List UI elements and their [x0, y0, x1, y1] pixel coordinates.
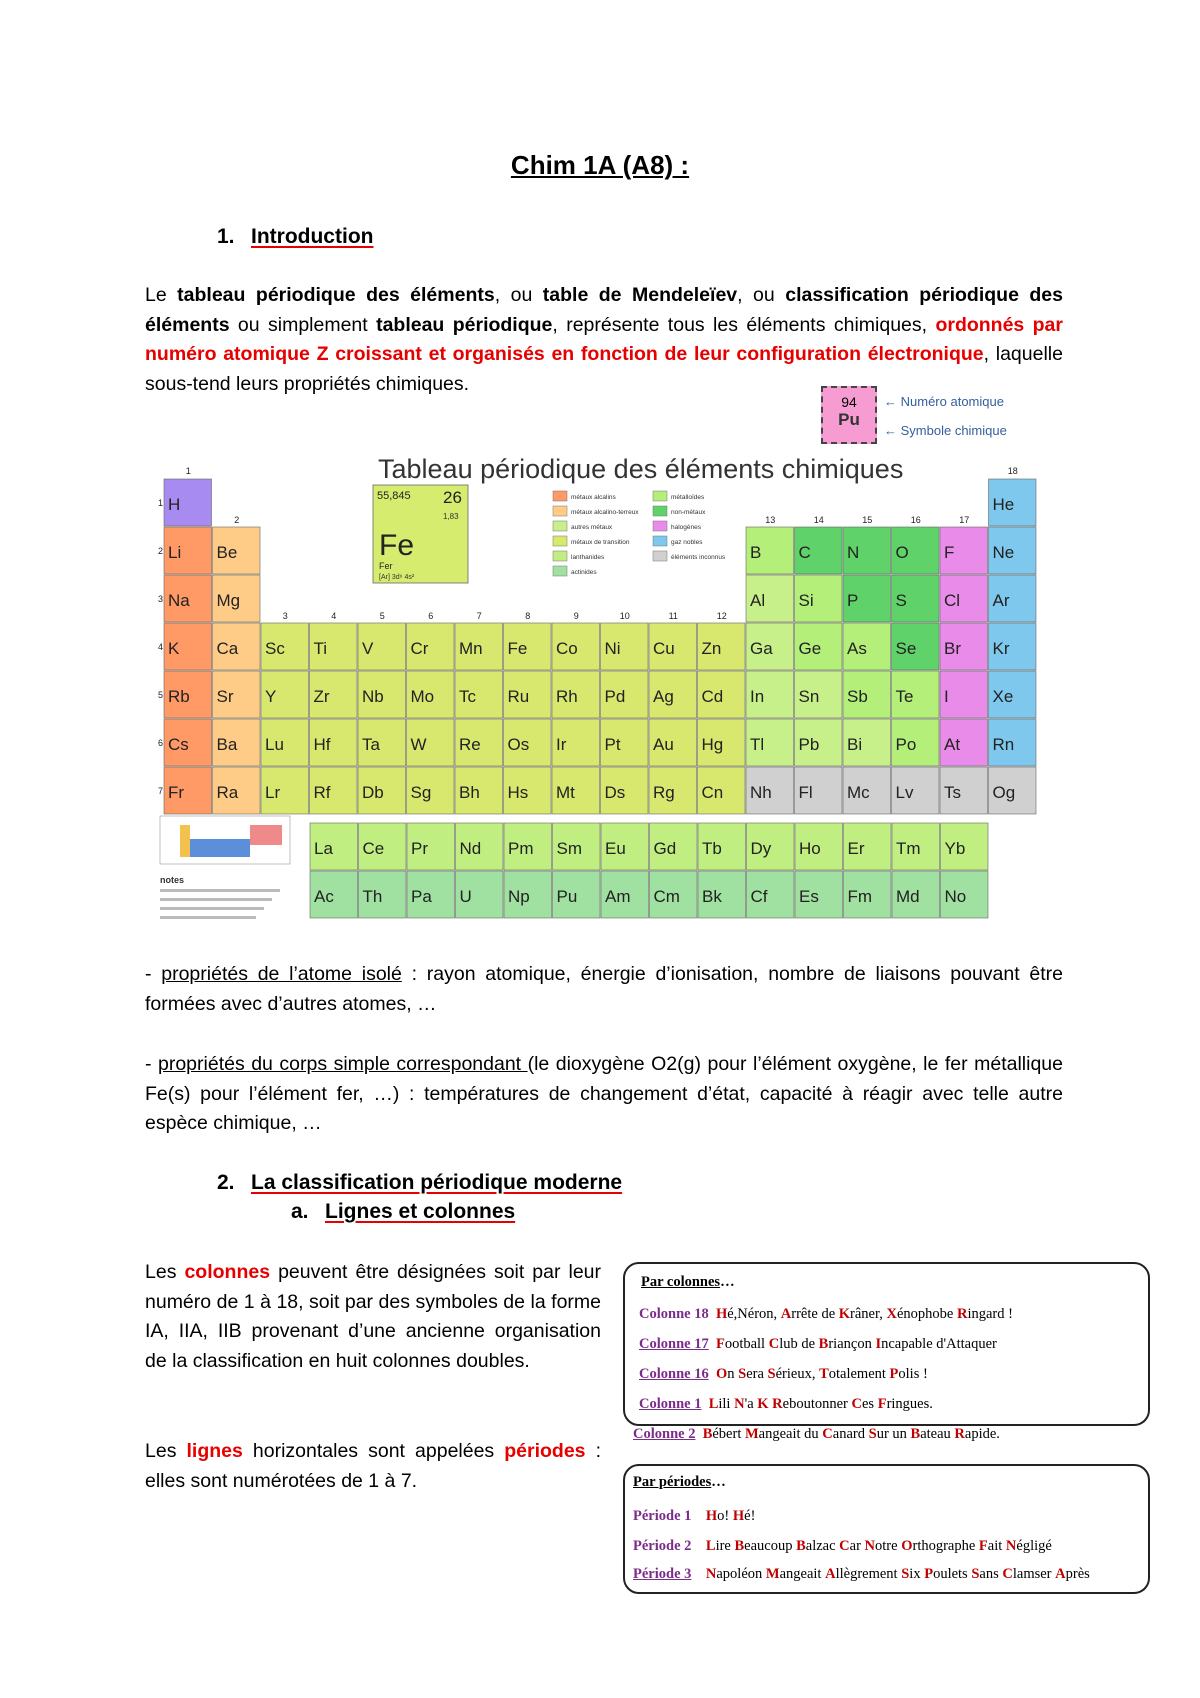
- highlight-colonnes: colonnes: [184, 1261, 271, 1283]
- element-symbol: Rf: [313, 783, 331, 802]
- element-symbol: Rg: [653, 783, 675, 802]
- section-heading-modern-classification: [217, 1171, 622, 1195]
- period-number: 6: [158, 738, 164, 748]
- legend-swatch: [553, 551, 567, 561]
- property-text: : rayon atomique, énergie d’ionisation, nombre de liaisons pouvant être formées avec d’autres atomes, …: [145, 963, 1063, 1015]
- mnemonic-column-18: [639, 1306, 1013, 1323]
- mnemonic-text: Lili N'a K Reboutonner Ces Fringues.: [708, 1396, 933, 1412]
- mnemonic-label: Colonne 2: [633, 1426, 696, 1442]
- element-symbol: Kr: [992, 639, 1010, 658]
- legend-label: gaz nobles: [671, 539, 703, 546]
- legend-swatch: [653, 551, 667, 561]
- element-symbol: Ta: [362, 735, 380, 754]
- element-symbol: Hg: [701, 735, 724, 754]
- element-symbol: Fl: [798, 783, 813, 802]
- property-title: propriétés du corps simple correspondant: [158, 1053, 528, 1075]
- element-symbol: Cm: [653, 887, 680, 906]
- legend-number-caption: ← Numéro atomique: [884, 394, 1004, 409]
- config-d-block: [190, 839, 250, 857]
- intro-highlight: ordonnés par numéro atomique Z croissant et organisés en fonction de leur configuration électronique: [145, 313, 1063, 365]
- element-symbol: Db: [362, 783, 384, 802]
- property-text: (le dioxygène O2(g) pour l’élément oxygène, le fer métallique Fe(s) pour l’élément fer, …) : températures de changement d’état, capacité à réagir avec telle autre espèce chimique, …: [145, 1053, 1063, 1134]
- element-symbol: Hf: [313, 735, 331, 754]
- element-symbol: Lv: [895, 783, 914, 802]
- intro-bold-term: classification périodique des éléments: [145, 284, 1063, 336]
- element-symbol: Lr: [265, 783, 281, 802]
- element-symbol: Tm: [896, 839, 921, 858]
- element-symbol: F: [944, 543, 955, 562]
- legend-symbol-label: Symbole chimique: [900, 423, 1007, 438]
- legend-swatch: [653, 536, 667, 546]
- legend-swatch: [653, 506, 667, 516]
- group-number: 11: [668, 611, 678, 621]
- columns-paragraph: [145, 1258, 601, 1376]
- element-symbol: Og: [992, 783, 1016, 802]
- intro-bold-term: table de Mendeleïev: [542, 284, 738, 306]
- dash: -: [145, 1053, 158, 1075]
- group-number: 17: [959, 515, 970, 525]
- header-text: Par colonnes: [641, 1274, 721, 1290]
- element-symbol: Nb: [362, 687, 384, 706]
- mnemonic-period-1: [633, 1508, 755, 1525]
- intro-paragraph: [145, 281, 1063, 399]
- element-symbol: Eu: [605, 839, 626, 858]
- legend-swatch: [653, 521, 667, 531]
- page-title: Chim 1A (A8) :: [510, 150, 690, 180]
- text: horizontales sont appelées: [242, 1440, 505, 1462]
- periodic-table-image: [158, 453, 1055, 945]
- element-symbol: Sg: [410, 783, 432, 802]
- legend-swatch: [553, 566, 567, 576]
- mnemonic-text: Bébert Mangeait du Canard Sur un Bateau Rapide.: [702, 1426, 1000, 1442]
- legend-label: métaux alcalins: [571, 494, 616, 501]
- sample-mass: 55,845: [377, 490, 411, 502]
- legend-number-label: Numéro atomique: [900, 394, 1004, 409]
- element-symbol: Pd: [604, 687, 626, 706]
- element-symbol: I: [944, 687, 949, 706]
- element-symbol: Pu: [556, 887, 578, 906]
- element-symbol: Be: [216, 543, 238, 562]
- intro-text: , représente tous les éléments chimiques,: [552, 313, 936, 336]
- element-symbol: Cl: [944, 591, 961, 610]
- group-number: 3: [282, 611, 288, 621]
- subsection-number: a.: [291, 1200, 309, 1223]
- element-symbol: N: [847, 543, 860, 562]
- mnemonic-period-3: [633, 1566, 1090, 1583]
- element-symbol: U: [459, 887, 472, 906]
- legend-element-box: [821, 386, 877, 444]
- property-isolated-atom: [145, 960, 1063, 1019]
- element-symbol: Zr: [313, 687, 330, 706]
- mnemonic-column-17: [639, 1336, 997, 1353]
- group-number: 6: [428, 611, 434, 621]
- element-symbol: La: [314, 839, 333, 858]
- element-symbol: Ce: [362, 839, 385, 858]
- period-number: 5: [158, 690, 164, 700]
- element-symbol: Hs: [507, 783, 529, 802]
- element-symbol: Ga: [750, 639, 773, 658]
- element-symbol: Cs: [168, 735, 189, 754]
- element-symbol: Sc: [265, 639, 285, 658]
- element-symbol: Rb: [168, 687, 190, 706]
- element-symbol: Zn: [701, 639, 722, 658]
- config-s-block: [180, 825, 190, 857]
- element-symbol: Xe: [992, 687, 1014, 706]
- group-number: 16: [910, 515, 921, 525]
- element-symbol: Fe: [507, 639, 528, 658]
- group-number: 7: [476, 611, 482, 621]
- highlight-lignes: lignes: [186, 1440, 243, 1462]
- section-heading-introduction: [217, 225, 373, 249]
- group-number: 8: [525, 611, 531, 621]
- element-symbol: Bh: [459, 783, 480, 802]
- element-symbol: Ac: [314, 887, 334, 906]
- element-symbol: Tl: [750, 735, 765, 754]
- section-label: Introduction: [251, 225, 374, 248]
- group-number: 9: [573, 611, 579, 621]
- mnemonic-label: Colonne 16: [639, 1366, 709, 1382]
- section-label: La classification périodique moderne: [251, 1171, 623, 1194]
- element-symbol: Nh: [750, 783, 772, 802]
- element-symbol: B: [750, 543, 762, 562]
- element-symbol: Dy: [750, 839, 772, 858]
- period-number: 3: [158, 594, 164, 604]
- legend-label: actinides: [571, 569, 597, 576]
- group-number: 12: [716, 611, 727, 621]
- header-ellipsis: …: [711, 1474, 726, 1490]
- element-symbol: Po: [895, 735, 917, 754]
- notes-line: [160, 907, 264, 910]
- group-number: 1: [185, 466, 191, 476]
- element-symbol: Al: [750, 591, 766, 610]
- element-symbol: Ti: [313, 639, 328, 658]
- element-symbol: S: [895, 591, 907, 610]
- element-symbol: Ts: [944, 783, 961, 802]
- element-symbol: Mo: [410, 687, 435, 706]
- legend-label: métaux de transition: [571, 539, 630, 546]
- legend-swatch: [553, 506, 567, 516]
- element-symbol: Ge: [798, 639, 822, 658]
- intro-text: , laquelle sous-tend leurs propriétés chimiques.: [145, 343, 1063, 395]
- dash: -: [145, 963, 162, 985]
- element-symbol: Ir: [556, 735, 567, 754]
- text: : elles sont numérotées de 1 à 7.: [145, 1440, 602, 1492]
- element-symbol: Ds: [604, 783, 626, 802]
- notes-line: [160, 898, 272, 901]
- element-symbol: Np: [508, 887, 530, 906]
- element-symbol: Md: [896, 887, 920, 906]
- element-symbol: Sb: [847, 687, 868, 706]
- element-symbol: Na: [168, 591, 190, 610]
- element-symbol: Tb: [702, 839, 722, 858]
- legend-symbol: Pu: [838, 410, 860, 429]
- element-symbol: As: [847, 639, 867, 658]
- text: peuvent être désignées soit par leur numéro de 1 à 18, soit par des symboles de la forme IA, IIA, IIB provenant d’une ancienne organisation de la classification en huit colonnes doubles.: [145, 1261, 602, 1372]
- element-symbol: Au: [653, 735, 674, 754]
- element-symbol: Mg: [216, 591, 241, 610]
- element-symbol: Se: [895, 639, 917, 658]
- legend-label: métaux alcalino-terreux: [571, 509, 639, 516]
- legend-label: métalloïdes: [671, 494, 705, 501]
- period-number: 7: [158, 786, 164, 796]
- element-symbol: Pb: [798, 735, 820, 754]
- legend-label: éléments inconnus: [671, 554, 726, 561]
- element-symbol: In: [750, 687, 765, 706]
- mnemonic-text: Napoléon Mangeait Allègrement Six Poulets Sans Clamser Après: [705, 1566, 1090, 1582]
- group-number: 2: [234, 515, 240, 525]
- element-symbol: No: [944, 887, 967, 906]
- sample-symbol: Fe: [379, 529, 415, 562]
- element-symbol: Re: [459, 735, 481, 754]
- legend-label: halogènes: [671, 524, 701, 531]
- element-symbol: Tc: [459, 687, 476, 706]
- element-symbol: Pr: [411, 839, 428, 858]
- element-symbol: Th: [362, 887, 383, 906]
- group-number: 5: [379, 611, 385, 621]
- element-symbol: Y: [265, 687, 277, 706]
- legend-swatch: [653, 491, 667, 501]
- element-symbol: Ni: [604, 639, 621, 658]
- header-text: Par périodes: [633, 1474, 712, 1490]
- element-symbol: O: [895, 543, 909, 562]
- element-symbol: Ru: [507, 687, 530, 706]
- element-symbol: Br: [944, 639, 961, 658]
- text: Les: [145, 1261, 185, 1283]
- mnemonic-periods-box: [623, 1464, 1150, 1594]
- mnemonic-text: Football Club de Briançon Incapable d'Attaquer: [715, 1336, 997, 1352]
- sample-electronegativity: 1,83: [443, 512, 459, 521]
- sample-name: Fer: [379, 561, 393, 571]
- element-symbol: Os: [507, 735, 530, 754]
- element-symbol: Cd: [701, 687, 724, 706]
- element-symbol: Lu: [265, 735, 284, 754]
- element-symbol: Cu: [653, 639, 675, 658]
- mnemonic-column-2: [633, 1426, 1000, 1443]
- element-symbol: Pa: [411, 887, 432, 906]
- sample-config: [Ar] 3d⁶ 4s²: [379, 574, 415, 581]
- element-symbol: W: [410, 735, 427, 754]
- mnemonic-label: Période 3: [633, 1566, 692, 1582]
- mnemonic-column-16: [639, 1366, 928, 1383]
- element-symbol: Mn: [459, 639, 483, 658]
- element-symbol: Yb: [944, 839, 966, 858]
- period-number: 2: [158, 546, 164, 556]
- element-symbol: K: [168, 639, 180, 658]
- header-ellipsis: …: [720, 1274, 735, 1290]
- element-symbol: Ca: [216, 639, 239, 658]
- element-symbol: Er: [847, 839, 865, 858]
- element-symbol: Bk: [702, 887, 722, 906]
- element-symbol: Gd: [653, 839, 677, 858]
- element-symbol: Ar: [992, 591, 1010, 610]
- intro-text: , ou: [494, 284, 543, 306]
- element-symbol: Pt: [604, 735, 621, 754]
- notes-line: [160, 916, 256, 919]
- element-symbol: Cf: [750, 887, 768, 906]
- legend-label: lanthanides: [571, 554, 605, 561]
- property-title: propriétés de l’atome isolé: [161, 963, 402, 985]
- property-simple-body: [145, 1050, 1063, 1139]
- text: Les: [145, 1440, 187, 1462]
- mnemonic-label: Colonne 17: [639, 1336, 709, 1352]
- periodic-table-title: Tableau périodique des éléments chimiques: [378, 454, 904, 484]
- element-symbol: Cr: [410, 639, 429, 658]
- mnemonic-columns-box: [623, 1262, 1150, 1426]
- element-symbol: Ag: [653, 687, 674, 706]
- element-symbol: C: [798, 543, 811, 562]
- legend-swatch: [553, 536, 567, 546]
- mnemonic-text: Lire Beaucoup Balzac Car Notre Orthographe Fait Négligé: [705, 1538, 1052, 1554]
- element-symbol: Nd: [459, 839, 482, 858]
- legend-label: non-métaux: [671, 509, 706, 516]
- section-number: 1.: [217, 225, 235, 248]
- sample-atomic-number: 26: [443, 488, 462, 507]
- legend-symbol-caption: ← Symbole chimique: [884, 423, 1007, 438]
- mnemonic-text: Ho! Hé!: [705, 1508, 756, 1524]
- notes-line: [160, 889, 280, 892]
- mnemonic-periods-header: [633, 1474, 726, 1491]
- legend-swatch: [553, 521, 567, 531]
- element-symbol: Fm: [847, 887, 873, 906]
- element-symbol: Co: [556, 639, 578, 658]
- period-number: 1: [158, 498, 164, 508]
- element-symbol: Sr: [216, 687, 234, 706]
- intro-text: ou simplement: [229, 313, 377, 336]
- intro-bold-term: tableau périodique des éléments: [177, 284, 495, 306]
- notes-label: notes: [160, 875, 185, 885]
- mnemonic-label: Colonne 1: [639, 1396, 702, 1412]
- mnemonic-text: On Sera Sérieux, Totalement Polis !: [715, 1366, 928, 1382]
- config-p-block: [250, 825, 282, 845]
- legend-label: autres métaux: [571, 524, 613, 531]
- element-symbol: Rn: [992, 735, 1015, 754]
- group-number: 4: [331, 611, 337, 621]
- subsection-heading-lines-columns: [291, 1200, 515, 1224]
- mnemonic-label: Période 1: [633, 1508, 692, 1524]
- element-symbol: Pm: [508, 839, 534, 858]
- intro-text: Le: [145, 284, 178, 306]
- mnemonic-column-1: [639, 1396, 933, 1413]
- element-symbol: Es: [799, 887, 819, 906]
- element-symbol: Ba: [216, 735, 238, 754]
- element-symbol: Mc: [847, 783, 870, 802]
- highlight-periodes: périodes: [504, 1440, 586, 1462]
- intro-bold-term: tableau périodique: [376, 313, 553, 336]
- element-symbol: Bi: [847, 735, 863, 754]
- group-number: 15: [862, 515, 873, 525]
- element-symbol: Fr: [168, 783, 185, 802]
- element-symbol: Sm: [556, 839, 582, 858]
- element-symbol: Ra: [216, 783, 239, 802]
- group-number: 14: [813, 515, 824, 525]
- element-symbol: Sn: [798, 687, 820, 706]
- group-number: 18: [1007, 466, 1018, 476]
- element-symbol: He: [992, 495, 1015, 514]
- mnemonic-text: Hé,Néron, Arrête de Krâner, Xénophobe Ringard !: [715, 1306, 1013, 1322]
- rows-paragraph: [145, 1437, 601, 1496]
- element-symbol: Cn: [701, 783, 724, 802]
- element-symbol: Ne: [992, 543, 1015, 562]
- mnemonic-columns-header: [641, 1274, 735, 1291]
- element-symbol: Ho: [799, 839, 821, 858]
- element-symbol: At: [944, 735, 961, 754]
- element-symbol: Si: [798, 591, 814, 610]
- element-symbol: Rh: [556, 687, 578, 706]
- intro-text: , ou: [737, 284, 786, 306]
- section-number: 2.: [217, 1171, 235, 1194]
- element-symbol: H: [168, 495, 181, 514]
- mnemonic-period-2: [633, 1538, 1052, 1555]
- mnemonic-label: Colonne 18: [639, 1306, 709, 1322]
- subsection-label: Lignes et colonnes: [325, 1200, 516, 1223]
- element-symbol: V: [362, 639, 374, 658]
- period-number: 4: [158, 642, 164, 652]
- legend-swatch: [553, 491, 567, 501]
- element-symbol: Te: [895, 687, 914, 706]
- group-number: 13: [765, 515, 776, 525]
- element-symbol: P: [847, 591, 859, 610]
- legend-atomic-number: 94: [841, 394, 857, 410]
- element-symbol: Am: [605, 887, 631, 906]
- element-symbol: Mt: [556, 783, 575, 802]
- group-number: 10: [619, 611, 630, 621]
- mnemonic-label: Période 2: [633, 1538, 692, 1554]
- element-symbol: Li: [168, 543, 182, 562]
